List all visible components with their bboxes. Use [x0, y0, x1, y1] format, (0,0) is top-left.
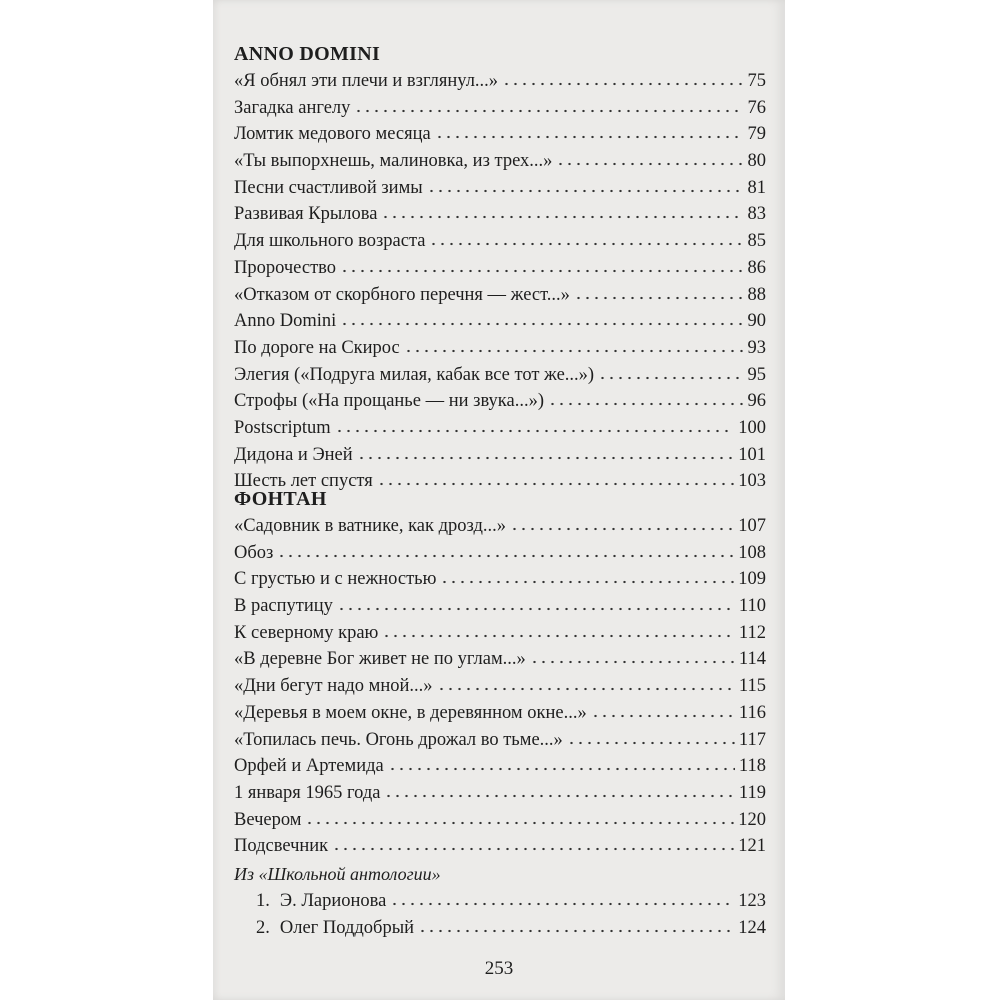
toc-entry: [234, 415, 766, 442]
entry-page: 81: [747, 177, 766, 198]
entry-page: 88: [747, 284, 766, 305]
toc-entry: [234, 673, 766, 700]
dot-leader: [598, 370, 743, 380]
entry-title: Олег Поддобрый: [279, 917, 415, 938]
dot-leader: [435, 129, 744, 139]
entry-title: «Садовник в ватнике, как дрозд...»: [234, 516, 507, 536]
entry-page: 90: [747, 311, 766, 332]
dot-leader: [340, 263, 743, 273]
entry-title: Postscriptum: [234, 417, 331, 438]
entry-page: 124: [738, 917, 766, 938]
dot-leader: [440, 574, 734, 584]
toc-entry: [234, 362, 766, 389]
dot-leader: [384, 788, 734, 798]
dot-leader: [335, 423, 735, 433]
section-title: ANNO DOMINI: [234, 43, 381, 65]
dot-leader: [548, 396, 743, 406]
dot-leader: [354, 103, 743, 113]
entry-page: 80: [747, 151, 766, 172]
toc-entry: [234, 540, 766, 567]
entry-title: Пророчество: [234, 257, 337, 278]
dot-leader: [510, 521, 734, 531]
entry-title: По дороге на Скирос: [234, 337, 400, 358]
toc-entry: [234, 620, 766, 647]
dot-leader: [305, 815, 734, 825]
dot-leader: [277, 548, 734, 558]
entry-title: «Деревья в моем окне, в деревянном окне...»: [234, 702, 587, 723]
entry-title: «В деревне Бог живет не по углам...»: [234, 649, 526, 670]
entry-page: 120: [738, 809, 766, 830]
dot-leader: [404, 343, 744, 353]
entry-page: 115: [738, 676, 766, 697]
toc-entry: [234, 282, 766, 309]
toc-entry: [234, 308, 766, 335]
entry-title: В распутицу: [234, 596, 333, 617]
toc-entry: [234, 700, 766, 727]
subsection-title: Из «Школьной антологии»: [234, 863, 441, 884]
dot-leader: [357, 450, 735, 460]
dot-leader: [340, 316, 743, 326]
entry-title: «Ты выпорхнешь, малиновка, из трех...»: [234, 151, 553, 172]
entry-page: 112: [738, 622, 766, 643]
toc-entry: [234, 593, 766, 620]
entry-title: Элегия («Подруга милая, кабак все тот же...»): [234, 364, 595, 385]
dot-leader: [427, 183, 744, 193]
toc-entry: [234, 255, 766, 282]
entry-title: «Отказом от скорбного перечня — жест...»: [234, 284, 570, 305]
toc-entry: [234, 727, 766, 754]
entry-page: 116: [738, 702, 766, 723]
entry-page: 110: [738, 596, 766, 617]
toc-entry: [234, 175, 766, 202]
dot-leader: [382, 628, 735, 638]
page-number: 253: [484, 958, 514, 979]
entry-page: 79: [747, 124, 766, 145]
entry-title: «Топилась печь. Огонь дрожал во тьме...»: [234, 729, 563, 750]
toc-entry: [234, 753, 766, 780]
entry-title: Для школьного возраста: [234, 231, 426, 252]
toc-entry: [234, 228, 766, 255]
entry-title: К северному краю: [234, 622, 379, 643]
entry-page: 121: [738, 836, 766, 857]
dot-leader: [574, 290, 744, 300]
entry-page: 86: [747, 257, 766, 278]
toc-entry: [234, 68, 766, 95]
toc-entry: [234, 95, 766, 122]
entry-page: 117: [738, 729, 766, 750]
toc-entry: [234, 833, 766, 860]
entry-title: Строфы («На прощанье — ни звука...»): [234, 391, 545, 412]
dot-leader: [381, 209, 743, 219]
entry-title: Шесть лет спустя: [234, 471, 373, 492]
dot-leader: [429, 236, 743, 246]
entry-title: Развивая Крылова: [234, 204, 378, 225]
toc-entry: [234, 888, 766, 915]
dot-leader: [437, 681, 735, 691]
dot-leader: [556, 156, 743, 166]
entry-title: «Дни бегут надо мной...»: [234, 676, 433, 697]
entry-page: 118: [738, 756, 766, 777]
dot-leader: [390, 896, 734, 906]
toc-entry: [234, 388, 766, 415]
entry-page: 76: [747, 97, 766, 118]
toc-entry: [234, 780, 766, 807]
entry-title: Загадка ангелу: [234, 97, 351, 118]
toc-entry: [234, 566, 766, 593]
entry-page: 85: [747, 231, 766, 252]
entry-page: 103: [738, 471, 766, 492]
entry-title: Орфей и Артемида: [234, 756, 384, 777]
toc-entry: [234, 201, 766, 228]
entry-title: Ломтик медового месяца: [234, 124, 431, 145]
entry-title: Песни счастливой зимы: [234, 177, 423, 198]
toc-entry: [234, 148, 766, 175]
dot-leader: [530, 654, 735, 664]
dot-leader: [502, 76, 743, 86]
entry-page: 119: [738, 782, 766, 803]
section-fontan: [234, 485, 766, 941]
entry-page: 123: [738, 890, 766, 911]
entry-page: 93: [747, 337, 766, 358]
entry-title: Обоз: [234, 542, 274, 563]
dot-leader: [337, 601, 735, 611]
dot-leader: [332, 841, 734, 851]
dot-leader: [388, 761, 735, 771]
entry-page: 96: [747, 391, 766, 412]
entry-title: С грустью и с нежностью: [234, 569, 437, 590]
entry-page: 100: [738, 417, 766, 438]
entry-page: 109: [738, 569, 766, 590]
book-page: [213, 0, 785, 1000]
entry-page: 83: [747, 204, 766, 225]
entry-title: Подсвечник: [234, 836, 329, 857]
entry-title: 1 января 1965 года: [234, 782, 381, 803]
toc-entry: [234, 513, 766, 540]
entry-title: «Я обнял эти плечи и взглянул...»: [234, 71, 499, 91]
dot-leader: [567, 735, 735, 745]
toc-entry: [234, 915, 766, 942]
entry-page: 95: [747, 364, 766, 385]
entry-title: Вечером: [234, 809, 302, 830]
toc-entry: [234, 442, 766, 469]
entry-page: 114: [738, 649, 766, 670]
dot-leader: [418, 923, 734, 933]
toc-entry: [234, 807, 766, 834]
toc-entry: [234, 335, 766, 362]
entry-number: 2.: [256, 917, 270, 938]
toc-entry: [234, 121, 766, 148]
entry-page: 75: [747, 71, 766, 91]
section-anno-domini: [234, 40, 766, 495]
entry-title: Дидона и Эней: [234, 444, 353, 465]
dot-leader: [591, 708, 735, 718]
entry-title: Anno Domini: [234, 311, 337, 332]
entry-number: 1.: [256, 890, 270, 911]
entry-page: 107: [738, 516, 766, 536]
entry-page: 108: [738, 542, 766, 563]
section-title: ФОНТАН: [234, 488, 327, 510]
toc-entry: [234, 646, 766, 673]
entry-title: Э. Ларионова: [279, 890, 387, 911]
entry-page: 101: [738, 444, 766, 465]
